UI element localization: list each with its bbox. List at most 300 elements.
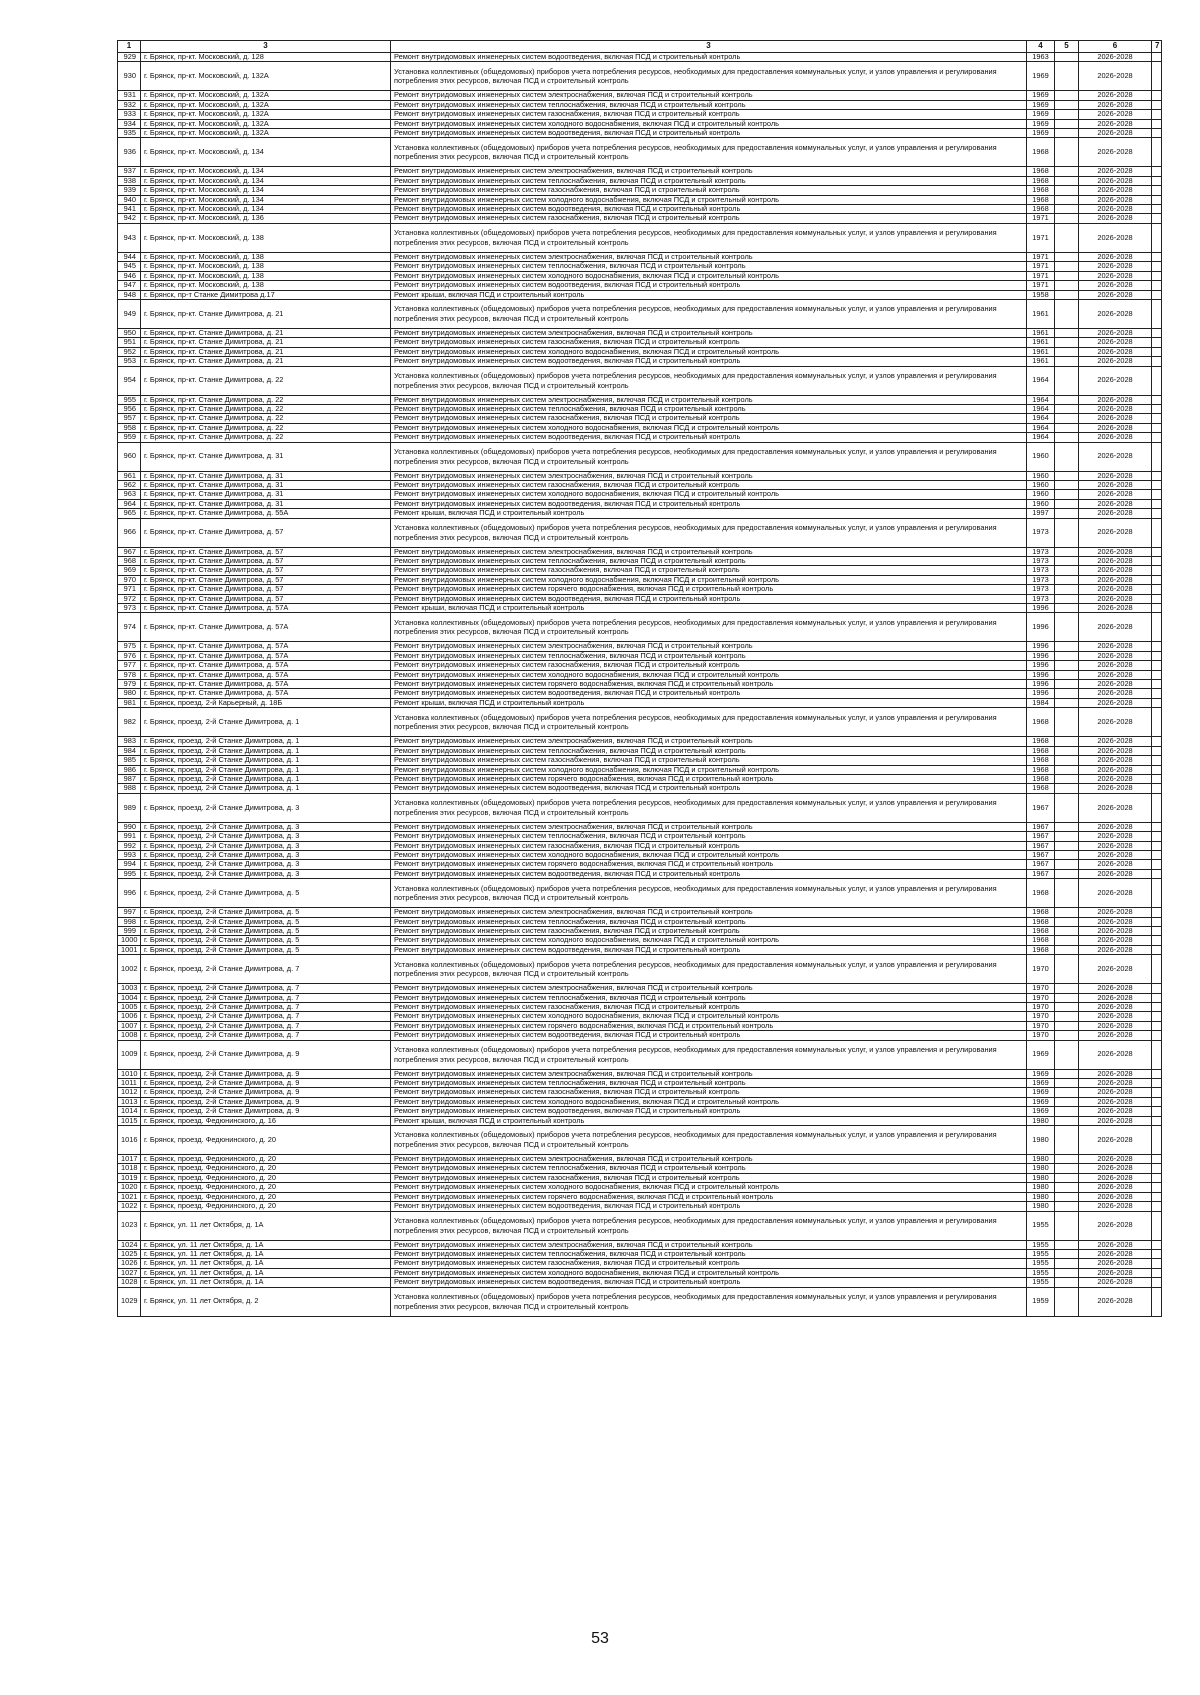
row-number-cell: 1005 — [118, 1003, 141, 1012]
year-cell: 1968 — [1027, 756, 1055, 765]
column-5-cell — [1055, 1183, 1079, 1192]
column-7-cell — [1152, 91, 1162, 100]
column-7-cell — [1152, 338, 1162, 347]
year-cell: 1967 — [1027, 832, 1055, 841]
year-cell: 1968 — [1027, 936, 1055, 945]
row-number-cell: 1026 — [118, 1259, 141, 1268]
column-5-cell — [1055, 680, 1079, 689]
column-7-cell — [1152, 442, 1162, 471]
column-5-cell — [1055, 575, 1079, 584]
column-5-cell — [1055, 832, 1079, 841]
work-type-cell: Ремонт внутридомовых инженерных систем холодного водоснабжения, включая ПСД и строительный контроль — [391, 347, 1027, 356]
table-row — [118, 1287, 1162, 1316]
year-cell: 1960 — [1027, 442, 1055, 471]
column-7-cell — [1152, 281, 1162, 290]
work-type-cell: Ремонт крыши, включая ПСД и строительный контроль — [391, 1116, 1027, 1125]
year-cell: 1955 — [1027, 1240, 1055, 1249]
address-cell: г. Брянск, проезд. 2-й Станке Димитрова, д. 5 — [141, 926, 391, 935]
column-7-cell — [1152, 651, 1162, 660]
year-cell: 1955 — [1027, 1268, 1055, 1277]
column-5-cell — [1055, 167, 1079, 176]
column-7-cell — [1152, 784, 1162, 793]
period-cell: 2026-2028 — [1079, 869, 1152, 878]
row-number-cell: 990 — [118, 822, 141, 831]
column-7-cell — [1152, 1268, 1162, 1277]
period-cell: 2026-2028 — [1079, 347, 1152, 356]
year-cell: 1968 — [1027, 765, 1055, 774]
row-number-cell: 952 — [118, 347, 141, 356]
column-5-cell — [1055, 670, 1079, 679]
column-5-cell — [1055, 1097, 1079, 1106]
column-7-cell — [1152, 557, 1162, 566]
period-cell: 2026-2028 — [1079, 547, 1152, 556]
column-5-cell — [1055, 945, 1079, 954]
address-cell: г. Брянск, проезд. 2-й Станке Димитрова, д. 7 — [141, 1012, 391, 1021]
table-row — [118, 357, 1162, 366]
column-5-cell — [1055, 604, 1079, 613]
period-cell: 2026-2028 — [1079, 1021, 1152, 1030]
year-cell: 1968 — [1027, 917, 1055, 926]
column-5-cell — [1055, 1211, 1079, 1240]
column-7-cell — [1152, 100, 1162, 109]
period-cell: 2026-2028 — [1079, 575, 1152, 584]
row-number-cell: 938 — [118, 176, 141, 185]
period-cell: 2026-2028 — [1079, 774, 1152, 783]
row-number-cell: 1028 — [118, 1278, 141, 1287]
year-cell: 1971 — [1027, 262, 1055, 271]
period-cell: 2026-2028 — [1079, 138, 1152, 167]
period-cell: 2026-2028 — [1079, 1287, 1152, 1316]
column-7-cell — [1152, 1278, 1162, 1287]
period-cell: 2026-2028 — [1079, 698, 1152, 707]
period-cell: 2026-2028 — [1079, 756, 1152, 765]
column-5-cell — [1055, 138, 1079, 167]
year-cell: 1970 — [1027, 993, 1055, 1002]
table-row — [118, 205, 1162, 214]
work-type-cell: Ремонт внутридомовых инженерных систем газоснабжения, включая ПСД и строительный контроль — [391, 414, 1027, 423]
work-type-cell: Ремонт внутридомовых инженерных систем электроснабжения, включая ПСД и строительный контроль — [391, 91, 1027, 100]
period-cell: 2026-2028 — [1079, 404, 1152, 413]
address-cell: г. Брянск, проезд. 2-й Станке Димитрова, д. 1 — [141, 737, 391, 746]
table-row — [118, 490, 1162, 499]
work-type-cell: Установка коллективных (общедомовых) приборов учета потребления ресурсов, необходимых для предоставления коммунальных услуг, и узлов управления и регулирования потребления этих ресурсов, включая ПСД и строительный контроль — [391, 366, 1027, 395]
address-cell: г. Брянск, пр-кт. Московский, д. 128 — [141, 53, 391, 62]
column-7-cell — [1152, 110, 1162, 119]
column-7-cell — [1152, 756, 1162, 765]
column-header: 7 — [1152, 41, 1162, 53]
column-7-cell — [1152, 290, 1162, 299]
capital-repair-table — [117, 40, 1162, 1317]
year-cell: 1996 — [1027, 604, 1055, 613]
address-cell: г. Брянск, пр-кт. Московский, д. 134 — [141, 138, 391, 167]
period-cell: 2026-2028 — [1079, 129, 1152, 138]
column-7-cell — [1152, 167, 1162, 176]
work-type-cell: Ремонт внутридомовых инженерных систем теплоснабжения, включая ПСД и строительный контроль — [391, 651, 1027, 660]
table-row — [118, 756, 1162, 765]
table-row — [118, 395, 1162, 404]
period-cell: 2026-2028 — [1079, 442, 1152, 471]
row-number-cell: 947 — [118, 281, 141, 290]
table-row — [118, 1173, 1162, 1182]
column-7-cell — [1152, 1211, 1162, 1240]
table-row — [118, 1088, 1162, 1097]
column-5-cell — [1055, 869, 1079, 878]
table-row — [118, 186, 1162, 195]
year-cell: 1980 — [1027, 1155, 1055, 1164]
work-type-cell: Ремонт внутридомовых инженерных систем электроснабжения, включая ПСД и строительный контроль — [391, 547, 1027, 556]
column-5-cell — [1055, 936, 1079, 945]
work-type-cell: Ремонт внутридомовых инженерных систем горячего водоснабжения, включая ПСД и строительный контроль — [391, 774, 1027, 783]
year-cell: 1967 — [1027, 869, 1055, 878]
column-5-cell — [1055, 1003, 1079, 1012]
column-5-cell — [1055, 1268, 1079, 1277]
address-cell: г. Брянск, проезд. 2-й Станке Димитрова, д. 9 — [141, 1088, 391, 1097]
work-type-cell: Ремонт крыши, включая ПСД и строительный контроль — [391, 509, 1027, 518]
column-7-cell — [1152, 223, 1162, 252]
column-7-cell — [1152, 414, 1162, 423]
year-cell: 1968 — [1027, 908, 1055, 917]
row-number-cell: 935 — [118, 129, 141, 138]
year-cell: 1968 — [1027, 879, 1055, 908]
work-type-cell: Ремонт внутридомовых инженерных систем водоотведения, включая ПСД и строительный контроль — [391, 53, 1027, 62]
period-cell: 2026-2028 — [1079, 53, 1152, 62]
column-5-cell — [1055, 281, 1079, 290]
table-row — [118, 1249, 1162, 1258]
address-cell: г. Брянск, проезд. 2-й Станке Димитрова, д. 9 — [141, 1097, 391, 1106]
column-5-cell — [1055, 1164, 1079, 1173]
column-5-cell — [1055, 347, 1079, 356]
row-number-cell: 1004 — [118, 993, 141, 1002]
column-5-cell — [1055, 1079, 1079, 1088]
column-7-cell — [1152, 670, 1162, 679]
row-number-cell: 992 — [118, 841, 141, 850]
column-7-cell — [1152, 1107, 1162, 1116]
period-cell: 2026-2028 — [1079, 176, 1152, 185]
work-type-cell: Ремонт внутридомовых инженерных систем водоотведения, включая ПСД и строительный контроль — [391, 205, 1027, 214]
table-row — [118, 1079, 1162, 1088]
column-7-cell — [1152, 689, 1162, 698]
period-cell: 2026-2028 — [1079, 414, 1152, 423]
table-row — [118, 1031, 1162, 1040]
column-5-cell — [1055, 908, 1079, 917]
row-number-cell: 1006 — [118, 1012, 141, 1021]
column-5-cell — [1055, 1278, 1079, 1287]
row-number-cell: 978 — [118, 670, 141, 679]
address-cell: г. Брянск, пр-кт. Московский, д. 132А — [141, 129, 391, 138]
column-5-cell — [1055, 1069, 1079, 1078]
work-type-cell: Ремонт внутридомовых инженерных систем электроснабжения, включая ПСД и строительный контроль — [391, 984, 1027, 993]
column-5-cell — [1055, 1116, 1079, 1125]
year-cell: 1958 — [1027, 290, 1055, 299]
address-cell: г. Брянск, ул. 11 лет Октября, д. 1А — [141, 1268, 391, 1277]
column-7-cell — [1152, 1116, 1162, 1125]
work-type-cell: Установка коллективных (общедомовых) приборов учета потребления ресурсов, необходимых для предоставления коммунальных услуг, и узлов управления и регулирования потребления этих ресурсов, включая ПСД и строительный контроль — [391, 613, 1027, 642]
year-cell: 1970 — [1027, 1031, 1055, 1040]
column-7-cell — [1152, 1079, 1162, 1088]
period-cell: 2026-2028 — [1079, 395, 1152, 404]
work-type-cell: Ремонт внутридомовых инженерных систем газоснабжения, включая ПСД и строительный контроль — [391, 841, 1027, 850]
address-cell: г. Брянск, проезд. 2-й Станке Димитрова, д. 7 — [141, 1003, 391, 1012]
work-type-cell: Ремонт внутридомовых инженерных систем газоснабжения, включая ПСД и строительный контроль — [391, 661, 1027, 670]
column-7-cell — [1152, 138, 1162, 167]
work-type-cell: Ремонт внутридомовых инженерных систем газоснабжения, включая ПСД и строительный контроль — [391, 1003, 1027, 1012]
table-row — [118, 214, 1162, 223]
column-7-cell — [1152, 1155, 1162, 1164]
column-5-cell — [1055, 423, 1079, 432]
address-cell: г. Брянск, пр-кт. Станке Димитрова, д. 57А — [141, 680, 391, 689]
row-number-cell: 946 — [118, 271, 141, 280]
year-cell: 1973 — [1027, 585, 1055, 594]
work-type-cell: Ремонт внутридомовых инженерных систем водоотведения, включая ПСД и строительный контроль — [391, 689, 1027, 698]
table-row — [118, 680, 1162, 689]
period-cell: 2026-2028 — [1079, 1268, 1152, 1277]
work-type-cell: Ремонт внутридомовых инженерных систем электроснабжения, включая ПСД и строительный контроль — [391, 471, 1027, 480]
period-cell: 2026-2028 — [1079, 480, 1152, 489]
work-type-cell: Ремонт внутридомовых инженерных систем электроснабжения, включая ПСД и строительный контроль — [391, 908, 1027, 917]
period-cell: 2026-2028 — [1079, 471, 1152, 480]
column-5-cell — [1055, 765, 1079, 774]
table-row — [118, 271, 1162, 280]
year-cell: 1964 — [1027, 404, 1055, 413]
row-number-cell: 962 — [118, 480, 141, 489]
year-cell: 1973 — [1027, 557, 1055, 566]
column-7-cell — [1152, 1240, 1162, 1249]
column-5-cell — [1055, 1021, 1079, 1030]
page-number: 53 — [591, 1630, 609, 1647]
period-cell: 2026-2028 — [1079, 850, 1152, 859]
column-7-cell — [1152, 176, 1162, 185]
column-7-cell — [1152, 841, 1162, 850]
table-row — [118, 1116, 1162, 1125]
column-7-cell — [1152, 262, 1162, 271]
year-cell: 1996 — [1027, 689, 1055, 698]
column-7-cell — [1152, 119, 1162, 128]
row-number-cell: 937 — [118, 167, 141, 176]
period-cell: 2026-2028 — [1079, 642, 1152, 651]
address-cell: г. Брянск, пр-кт. Московский, д. 138 — [141, 223, 391, 252]
row-number-cell: 971 — [118, 585, 141, 594]
table-row — [118, 299, 1162, 328]
work-type-cell: Ремонт внутридомовых инженерных систем теплоснабжения, включая ПСД и строительный контроль — [391, 262, 1027, 271]
work-type-cell: Ремонт внутридомовых инженерных систем холодного водоснабжения, включая ПСД и строительный контроль — [391, 490, 1027, 499]
table-row — [118, 328, 1162, 337]
table-row — [118, 62, 1162, 91]
column-5-cell — [1055, 879, 1079, 908]
year-cell: 1973 — [1027, 547, 1055, 556]
work-type-cell: Ремонт внутридомовых инженерных систем теплоснабжения, включая ПСД и строительный контроль — [391, 557, 1027, 566]
year-cell: 1980 — [1027, 1164, 1055, 1173]
column-5-cell — [1055, 509, 1079, 518]
table-row — [118, 594, 1162, 603]
table-row — [118, 138, 1162, 167]
year-cell: 1984 — [1027, 698, 1055, 707]
address-cell: г. Брянск, проезд. 2-й Станке Димитрова, д. 7 — [141, 993, 391, 1002]
year-cell: 1968 — [1027, 708, 1055, 737]
address-cell: г. Брянск, пр-кт. Станке Димитрова, д. 22 — [141, 404, 391, 413]
table-row — [118, 945, 1162, 954]
period-cell: 2026-2028 — [1079, 509, 1152, 518]
row-number-cell: 984 — [118, 746, 141, 755]
row-number-cell: 1011 — [118, 1079, 141, 1088]
period-cell: 2026-2028 — [1079, 252, 1152, 261]
address-cell: г. Брянск, проезд. 2-й Станке Димитрова, д. 1 — [141, 765, 391, 774]
column-7-cell — [1152, 366, 1162, 395]
column-5-cell — [1055, 1155, 1079, 1164]
column-5-cell — [1055, 841, 1079, 850]
table-row — [118, 1126, 1162, 1155]
period-cell: 2026-2028 — [1079, 604, 1152, 613]
address-cell: г. Брянск, проезд. 2-й Станке Димитрова, д. 3 — [141, 841, 391, 850]
row-number-cell: 955 — [118, 395, 141, 404]
table-row — [118, 262, 1162, 271]
table-row — [118, 414, 1162, 423]
column-5-cell — [1055, 176, 1079, 185]
column-5-cell — [1055, 993, 1079, 1002]
table-row — [118, 1211, 1162, 1240]
year-cell: 1963 — [1027, 53, 1055, 62]
work-type-cell: Ремонт внутридомовых инженерных систем газоснабжения, включая ПСД и строительный контроль — [391, 480, 1027, 489]
table-row — [118, 1040, 1162, 1069]
column-5-cell — [1055, 414, 1079, 423]
column-7-cell — [1152, 879, 1162, 908]
work-type-cell: Ремонт крыши, включая ПСД и строительный контроль — [391, 698, 1027, 707]
column-5-cell — [1055, 442, 1079, 471]
row-number-cell: 1023 — [118, 1211, 141, 1240]
table-row — [118, 176, 1162, 185]
column-7-cell — [1152, 1259, 1162, 1268]
column-5-cell — [1055, 547, 1079, 556]
row-number-cell: 959 — [118, 433, 141, 442]
column-5-cell — [1055, 613, 1079, 642]
table-row — [118, 908, 1162, 917]
address-cell: г. Брянск, пр-кт. Станке Димитрова, д. 57 — [141, 547, 391, 556]
work-type-cell: Ремонт внутридомовых инженерных систем водоотведения, включая ПСД и строительный контроль — [391, 433, 1027, 442]
work-type-cell: Ремонт внутридомовых инженерных систем водоотведения, включая ПСД и строительный контроль — [391, 945, 1027, 954]
column-5-cell — [1055, 328, 1079, 337]
period-cell: 2026-2028 — [1079, 879, 1152, 908]
year-cell: 1969 — [1027, 119, 1055, 128]
address-cell: г. Брянск, проезд. 2-й Станке Димитрова, д. 9 — [141, 1107, 391, 1116]
work-type-cell: Ремонт внутридомовых инженерных систем водоотведения, включая ПСД и строительный контроль — [391, 1202, 1027, 1211]
row-number-cell: 1007 — [118, 1021, 141, 1030]
year-cell: 1980 — [1027, 1116, 1055, 1125]
period-cell: 2026-2028 — [1079, 1079, 1152, 1088]
period-cell: 2026-2028 — [1079, 945, 1152, 954]
column-5-cell — [1055, 214, 1079, 223]
address-cell: г. Брянск, ул. 11 лет Октября, д. 1А — [141, 1240, 391, 1249]
row-number-cell: 1021 — [118, 1192, 141, 1201]
column-7-cell — [1152, 936, 1162, 945]
period-cell: 2026-2028 — [1079, 841, 1152, 850]
address-cell: г. Брянск, ул. 11 лет Октября, д. 1А — [141, 1211, 391, 1240]
table-row — [118, 223, 1162, 252]
address-cell: г. Брянск, пр-кт. Станке Димитрова, д. 57 — [141, 585, 391, 594]
period-cell: 2026-2028 — [1079, 433, 1152, 442]
row-number-cell: 958 — [118, 423, 141, 432]
address-cell: г. Брянск, пр-кт. Станке Димитрова, д. 57 — [141, 518, 391, 547]
period-cell: 2026-2028 — [1079, 737, 1152, 746]
period-cell: 2026-2028 — [1079, 1240, 1152, 1249]
table-row — [118, 765, 1162, 774]
work-type-cell: Ремонт внутридомовых инженерных систем газоснабжения, включая ПСД и строительный контроль — [391, 1173, 1027, 1182]
column-7-cell — [1152, 433, 1162, 442]
work-type-cell: Ремонт внутридомовых инженерных систем водоотведения, включая ПСД и строительный контроль — [391, 869, 1027, 878]
period-cell: 2026-2028 — [1079, 670, 1152, 679]
address-cell: г. Брянск, проезд. 2-й Станке Димитрова, д. 5 — [141, 917, 391, 926]
table-row — [118, 442, 1162, 471]
year-cell: 1968 — [1027, 926, 1055, 935]
table-row — [118, 1069, 1162, 1078]
address-cell: г. Брянск, пр-кт. Станке Димитрова, д. 57А — [141, 642, 391, 651]
table-row — [118, 119, 1162, 128]
row-number-cell: 1008 — [118, 1031, 141, 1040]
work-type-cell: Ремонт внутридомовых инженерных систем горячего водоснабжения, включая ПСД и строительный контроль — [391, 1192, 1027, 1201]
address-cell: г. Брянск, пр-кт. Московский, д. 134 — [141, 205, 391, 214]
work-type-cell: Установка коллективных (общедомовых) приборов учета потребления ресурсов, необходимых для предоставления коммунальных услуг, и узлов управления и регулирования потребления этих ресурсов, включая ПСД и строительный контроль — [391, 442, 1027, 471]
table-row — [118, 252, 1162, 261]
column-7-cell — [1152, 547, 1162, 556]
column-7-cell — [1152, 984, 1162, 993]
year-cell: 1973 — [1027, 518, 1055, 547]
table-row — [118, 433, 1162, 442]
period-cell: 2026-2028 — [1079, 1003, 1152, 1012]
column-7-cell — [1152, 869, 1162, 878]
address-cell: г. Брянск, проезд. 2-й Станке Димитрова, д. 3 — [141, 822, 391, 831]
row-number-cell: 1017 — [118, 1155, 141, 1164]
column-7-cell — [1152, 1069, 1162, 1078]
period-cell: 2026-2028 — [1079, 917, 1152, 926]
year-cell: 1967 — [1027, 793, 1055, 822]
row-number-cell: 975 — [118, 642, 141, 651]
column-7-cell — [1152, 604, 1162, 613]
table-row — [118, 547, 1162, 556]
period-cell: 2026-2028 — [1079, 119, 1152, 128]
row-number-cell: 1020 — [118, 1183, 141, 1192]
row-number-cell: 1003 — [118, 984, 141, 993]
column-header: 4 — [1027, 41, 1055, 53]
year-cell: 1961 — [1027, 357, 1055, 366]
address-cell: г. Брянск, пр-кт. Станке Димитрова, д. 57 — [141, 575, 391, 584]
year-cell: 1955 — [1027, 1211, 1055, 1240]
period-cell: 2026-2028 — [1079, 832, 1152, 841]
column-5-cell — [1055, 926, 1079, 935]
column-7-cell — [1152, 993, 1162, 1002]
table-row — [118, 585, 1162, 594]
address-cell: г. Брянск, пр-кт. Станке Димитрова, д. 31 — [141, 480, 391, 489]
column-5-cell — [1055, 1202, 1079, 1211]
column-7-cell — [1152, 1173, 1162, 1182]
address-cell: г. Брянск, пр-кт. Станке Димитрова, д. 57 — [141, 594, 391, 603]
table-row — [118, 338, 1162, 347]
column-5-cell — [1055, 708, 1079, 737]
address-cell: г. Брянск, ул. 11 лет Октября, д. 1А — [141, 1278, 391, 1287]
period-cell: 2026-2028 — [1079, 110, 1152, 119]
table-row — [118, 195, 1162, 204]
column-header: 3 — [141, 41, 391, 53]
year-cell: 1971 — [1027, 271, 1055, 280]
column-7-cell — [1152, 490, 1162, 499]
table-row — [118, 651, 1162, 660]
table-row — [118, 955, 1162, 984]
table-row — [118, 1192, 1162, 1201]
year-cell: 1967 — [1027, 841, 1055, 850]
column-5-cell — [1055, 756, 1079, 765]
table-row — [118, 737, 1162, 746]
column-5-cell — [1055, 91, 1079, 100]
column-7-cell — [1152, 955, 1162, 984]
address-cell: г. Брянск, проезд. 2-й Станке Димитрова, д. 9 — [141, 1079, 391, 1088]
column-5-cell — [1055, 1240, 1079, 1249]
